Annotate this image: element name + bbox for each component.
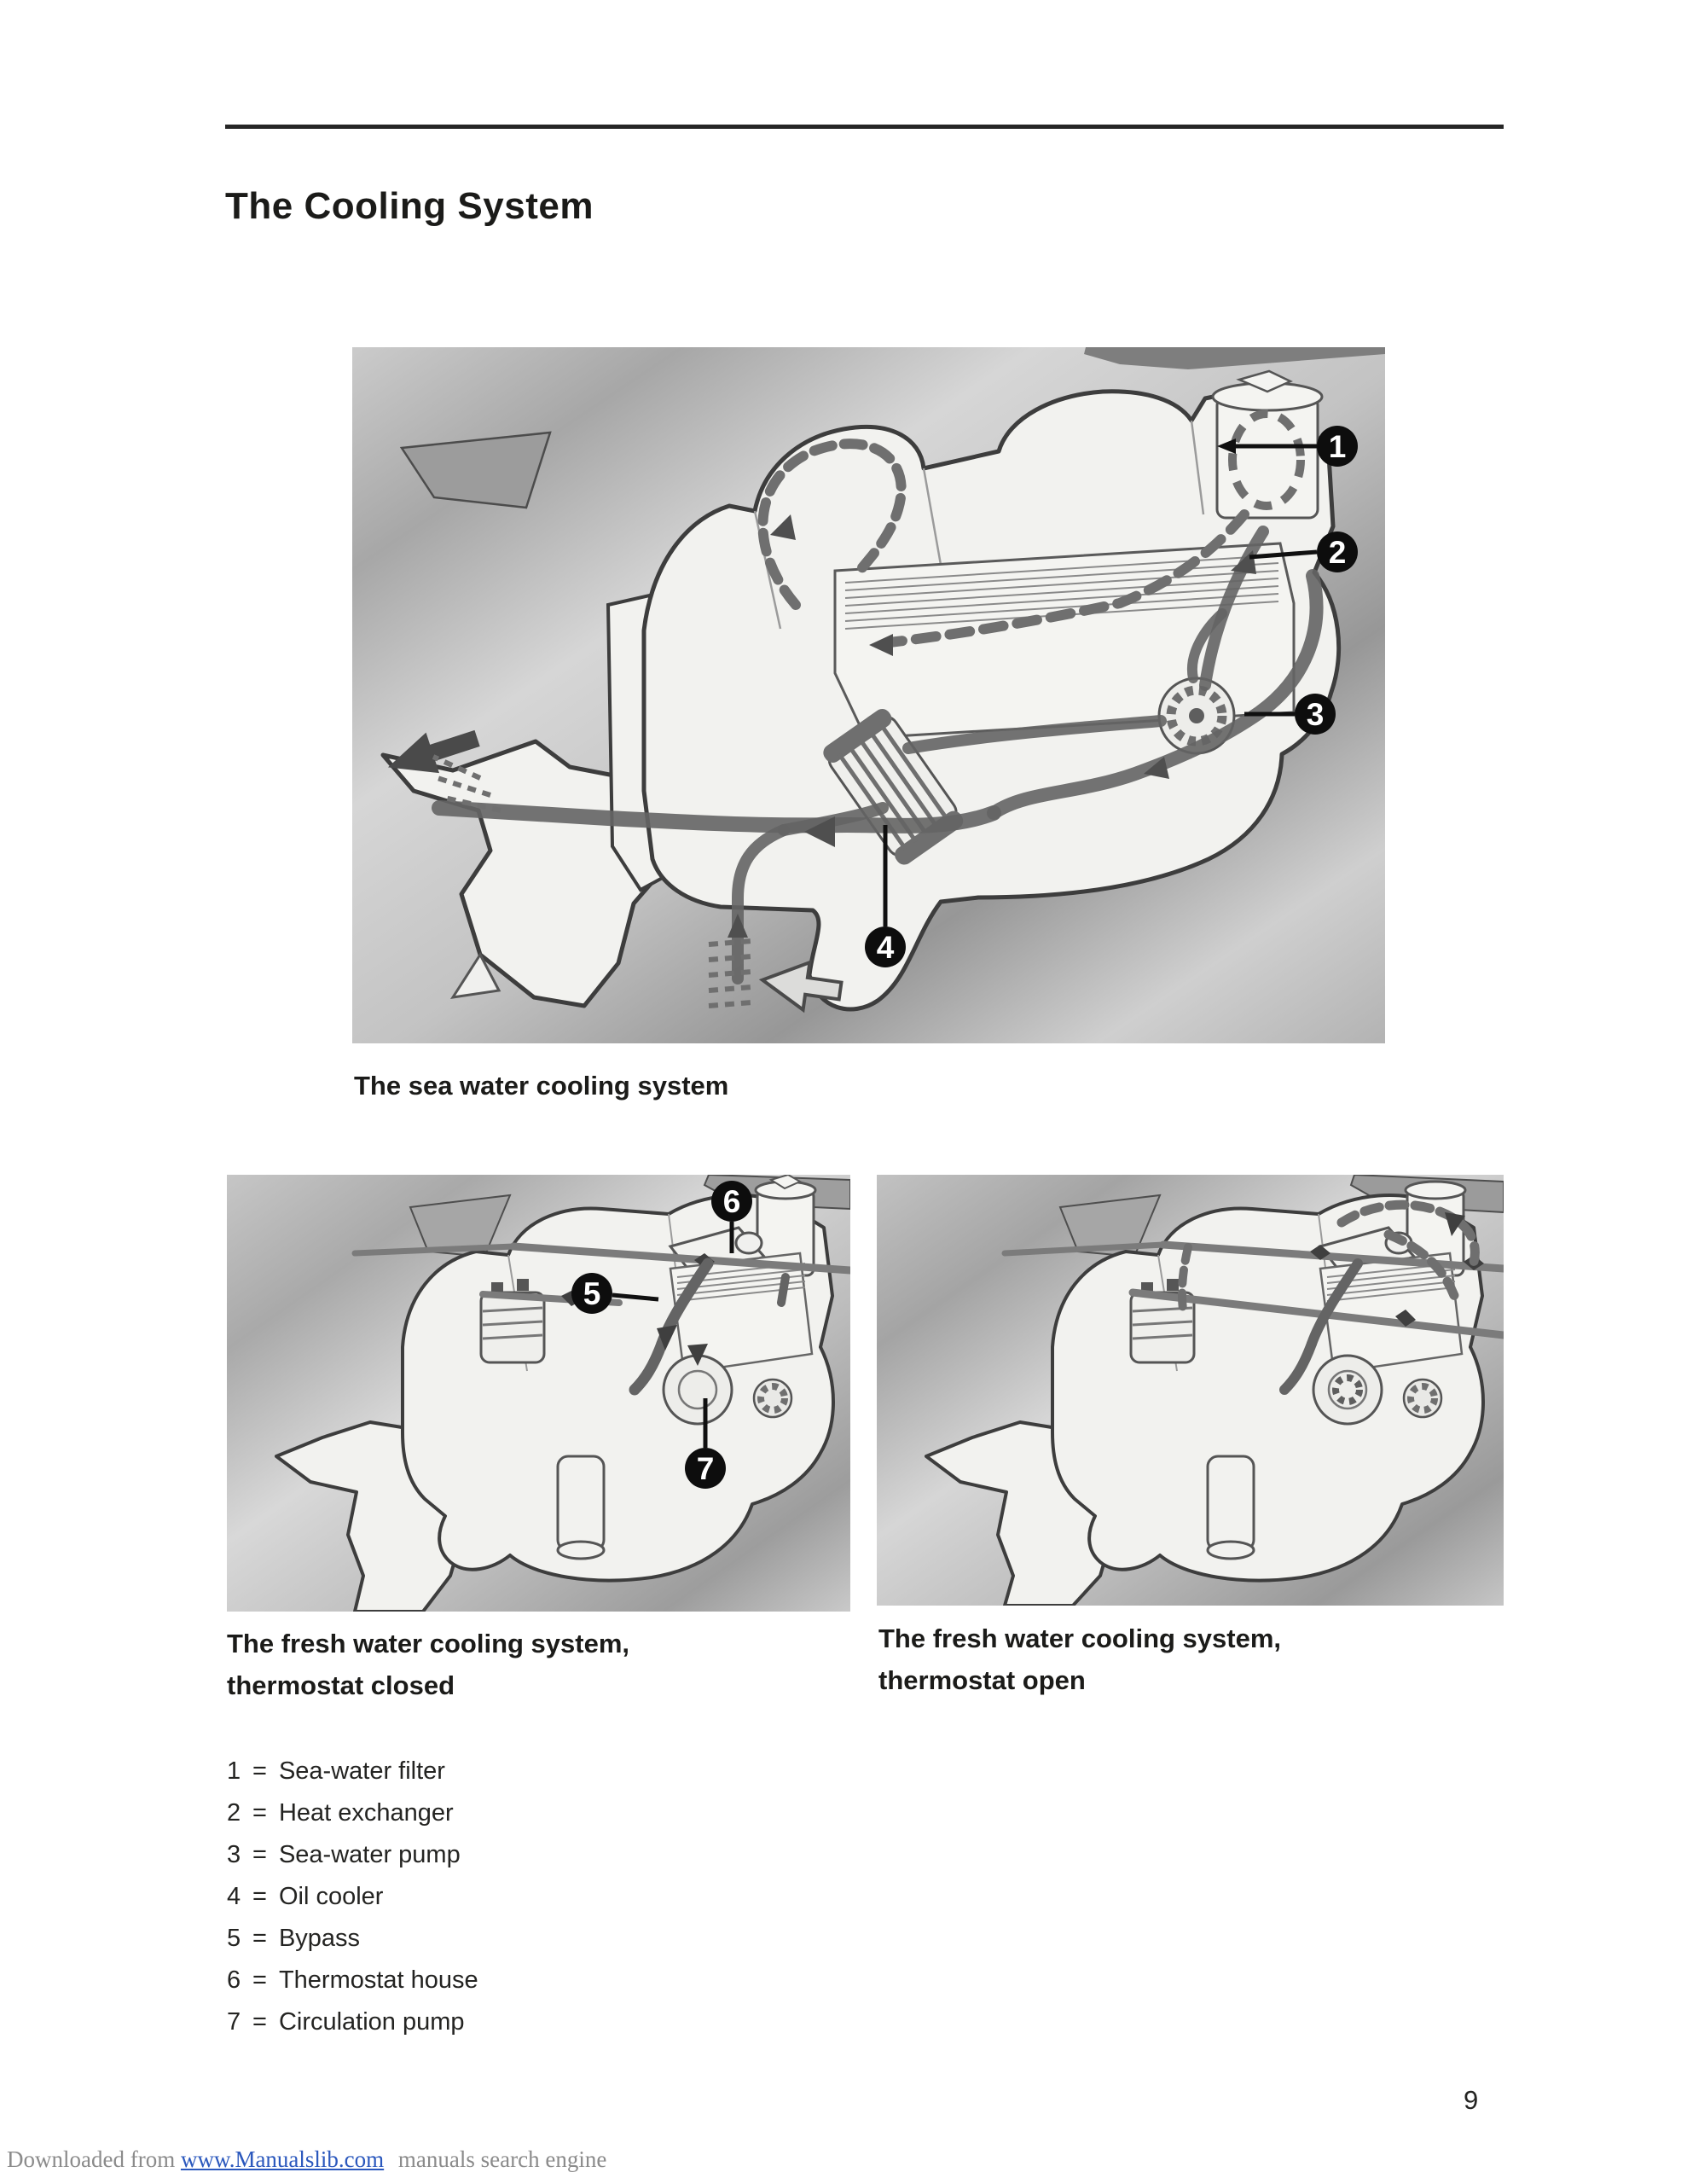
legend-label: Heat exchanger	[278, 1799, 454, 1827]
legend-item	[227, 1876, 478, 1918]
legend-item	[227, 1751, 478, 1792]
callout-badge-1	[1317, 426, 1358, 467]
figure-fresh-water-closed	[227, 1175, 850, 1612]
legend-item	[227, 1834, 478, 1876]
legend-label: Bypass	[278, 1925, 361, 1952]
legend-item	[227, 2001, 478, 2043]
circulation-pump	[1313, 1356, 1382, 1424]
page-number: 9	[1464, 2085, 1479, 2115]
legend-label: Sea-water pump	[278, 1841, 461, 1868]
legend-equals: =	[252, 1757, 267, 1785]
filter-bolt	[517, 1279, 529, 1291]
svg-text:6: 6	[722, 1184, 741, 1219]
figure-sea-water-cooling	[352, 347, 1385, 1043]
caption-sea-water: The sea water cooling system	[354, 1071, 729, 1101]
footer-watermark	[7, 2146, 606, 2173]
oil-filter-cap	[558, 1542, 604, 1559]
oil-filter	[1208, 1456, 1254, 1550]
svg-text:3: 3	[1306, 697, 1325, 732]
legend-equals: =	[252, 1841, 267, 1868]
svg-text:1: 1	[1328, 429, 1347, 464]
caption-line: The fresh water cooling system,	[227, 1629, 630, 1658]
caption-line: thermostat open	[878, 1665, 1086, 1695]
figure-fresh-water-open	[877, 1175, 1504, 1606]
manualslib-link[interactable]: www.Manualslib.com	[180, 2146, 385, 2172]
filter-bolt	[1167, 1279, 1179, 1291]
legend-label: Oil cooler	[278, 1883, 384, 1910]
caption-fresh-water-open	[878, 1618, 1356, 1701]
oil-filter-cap	[1208, 1542, 1254, 1559]
caption-line: The fresh water cooling system,	[878, 1623, 1282, 1653]
sea-water-cooling-illustration	[352, 347, 1385, 1043]
legend-label: Thermostat house	[278, 1966, 478, 1994]
legend-item	[227, 1960, 478, 2001]
legend-number: 6	[227, 1966, 241, 1994]
svg-text:7: 7	[696, 1451, 715, 1486]
legend-item	[227, 1792, 478, 1834]
legend-equals: =	[252, 1966, 267, 1994]
footer-suffix: manuals search engine	[397, 2146, 607, 2172]
legend-number: 3	[227, 1841, 241, 1868]
legend-label: Sea-water filter	[278, 1757, 445, 1785]
legend-equals: =	[252, 2008, 267, 2036]
fresh-water-filter	[481, 1292, 544, 1362]
legend-equals: =	[252, 1799, 267, 1827]
callout-badge-3	[1295, 694, 1336, 735]
caption-fresh-water-closed	[227, 1623, 704, 1706]
callout-badge-7	[685, 1448, 726, 1489]
callout-badge-4	[865, 926, 906, 967]
expansion-tank-lid	[1406, 1182, 1465, 1199]
legend-number: 5	[227, 1925, 241, 1952]
callout-badge-2	[1317, 531, 1358, 572]
fresh-water-closed-illustration	[227, 1175, 850, 1612]
legend-equals: =	[252, 1925, 267, 1952]
svg-text:4: 4	[876, 930, 895, 965]
legend-equals: =	[252, 1883, 267, 1910]
fresh-water-open-illustration	[877, 1175, 1504, 1606]
page-title: The Cooling System	[225, 185, 594, 228]
svg-text:2: 2	[1328, 535, 1347, 570]
svg-text:5: 5	[583, 1276, 601, 1311]
callout-badge-6	[711, 1181, 752, 1222]
legend-number: 1	[227, 1757, 241, 1785]
thermostat-port	[736, 1233, 762, 1253]
legend-item	[227, 1918, 478, 1960]
legend-number: 4	[227, 1883, 241, 1910]
legend-label: Circulation pump	[278, 2008, 465, 2036]
caption-line: thermostat closed	[227, 1670, 455, 1700]
callout-badge-5	[571, 1273, 612, 1314]
sea-water-pump-hub	[1189, 708, 1204, 723]
oil-filter	[558, 1456, 604, 1550]
legend-number: 7	[227, 2008, 241, 2036]
legend-number: 2	[227, 1799, 241, 1827]
legend-list	[227, 1751, 478, 2043]
footer-prefix: Downloaded from	[7, 2146, 176, 2172]
header-rule	[225, 125, 1504, 129]
